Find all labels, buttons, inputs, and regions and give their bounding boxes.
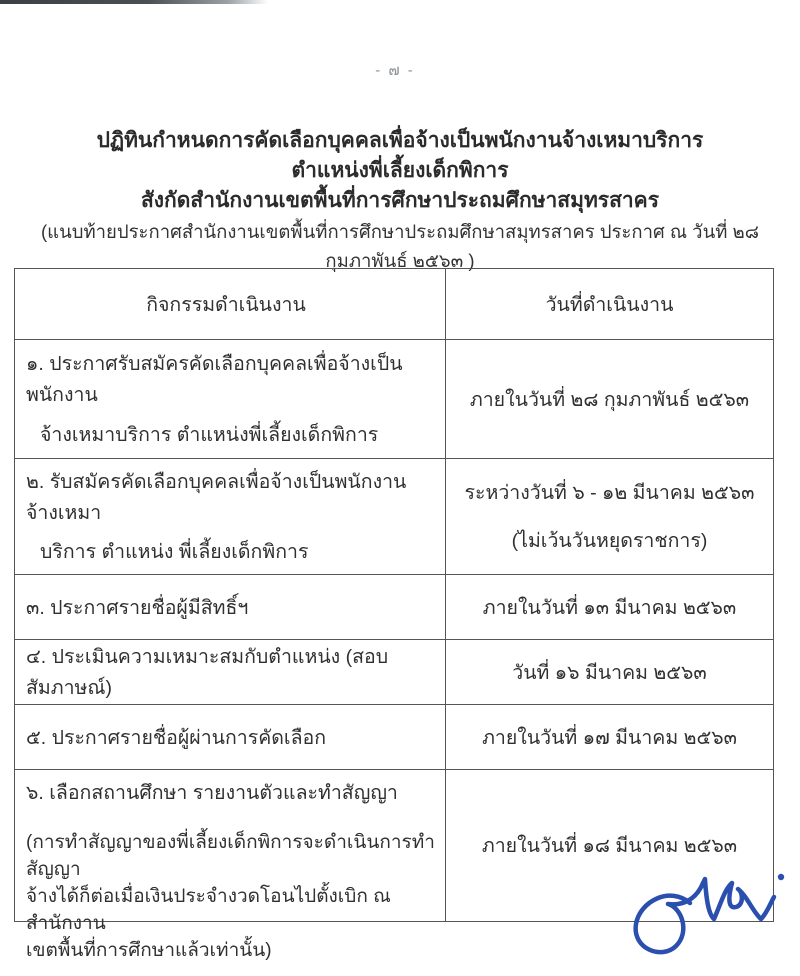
document-subtitle: (แนบท้ายประกาศสำนักงานเขตพื้นที่การศึกษาประถมศึกษาสมุทรสาคร ประกาศ ณ วันที่ ๒๘ กุมภาพันธ์ ๒๕๖๓ ) [40,221,760,271]
date-text-line: ภายในวันที่ ๑๗ มีนาคม ๒๕๖๓ [482,726,737,749]
table-row [15,769,773,961]
document-title-line1: ปฏิทินกำหนดการคัดเลือกบุคคลเพื่อจ้างเป็นพนักงานจ้างเหมาบริการ [96,129,704,152]
activity-text-line: บริการ ตำแหน่ง พี่เลี้ยงเด็กพิการ [40,540,309,563]
table-row [15,339,773,458]
table-row [15,458,773,574]
activity-text-line: จ้างเหมาบริการ ตำแหน่งพี่เลี้ยงเด็กพิการ [40,423,379,446]
activity-text-line: ๒. รับสมัครคัดเลือกบุคคลเพื่อจ้างเป็นพนักงานจ้างเหมา [26,471,407,525]
activity-text-line: ๖. เลือกสถานศึกษา รายงานตัวและทำสัญญา [26,782,398,804]
date-text-line: (ไม่เว้นวันหยุดราชการ) [511,530,708,553]
title-block [0,126,800,275]
date-text-line: ภายในวันที่ ๑๘ มีนาคม ๒๕๖๓ [481,835,738,857]
date-cell [446,705,773,769]
schedule-table [14,268,774,961]
date-cell [446,340,773,458]
header-cell-date: วันที่ดำเนินงาน [545,293,674,316]
table-header-row [15,269,773,339]
activity-cell [15,459,446,574]
date-cell [446,770,773,921]
activity-text-line: ๔. ประเมินความเหมาะสมกับตำแหน่ง (สอบสัมภาษณ์) [26,646,389,699]
activity-cell [15,340,446,458]
activity-cell [15,770,446,961]
activity-note [26,829,437,964]
date-text-line: ภายในวันที่ ๑๓ มีนาคม ๒๕๖๓ [482,596,737,619]
date-cell [446,575,773,639]
page-number: - ๗ - [375,62,415,79]
note-text-line: เขตพื้นที่การศึกษาแล้วเท่านั้น) [26,940,272,961]
activity-cell [15,575,446,639]
header-cell-activity: กิจกรรมดำเนินงาน [15,269,446,339]
date-cell [446,459,773,574]
document-title-line2: ตำแหน่งพี่เลี้ยงเด็กพิการ [291,159,509,182]
date-cell [446,640,773,704]
date-text-line: ระหว่างวันที่ ๖ - ๑๒ มีนาคม ๒๕๖๓ [464,481,755,504]
date-text-line: ภายในวันที่ ๒๘ กุมภาพันธ์ ๒๕๖๓ [469,388,750,411]
activity-cell [15,705,446,769]
activity-cell [15,640,446,704]
document-title-line3: สังกัดสำนักงานเขตพื้นที่การศึกษาประถมศึกษาสมุทรสาคร [140,189,660,212]
table-row [15,639,773,704]
activity-text-line: ๕. ประกาศรายชื่อผู้ผ่านการคัดเลือก [26,726,327,749]
table-row [15,704,773,769]
table-row [15,574,773,639]
scan-edge-line [0,0,268,4]
note-text-line: จ้างได้ก็ต่อเมื่อเงินประจำงวดโอนไปตั้งเบิก ณ สำนักงาน [26,886,391,934]
note-text-line: (การทำสัญญาของพี่เลี้ยงเด็กพิการจะดำเนินการทำสัญญา [26,832,435,880]
activity-text-line: ๑. ประกาศรับสมัครคัดเลือกบุคคลเพื่อจ้างเป็นพนักงาน [26,353,403,407]
date-text-line: วันที่ ๑๖ มีนาคม ๒๕๖๓ [512,661,707,684]
activity-text-line: ๓. ประกาศรายชื่อผู้มีสิทธิ์ฯ [26,596,249,619]
